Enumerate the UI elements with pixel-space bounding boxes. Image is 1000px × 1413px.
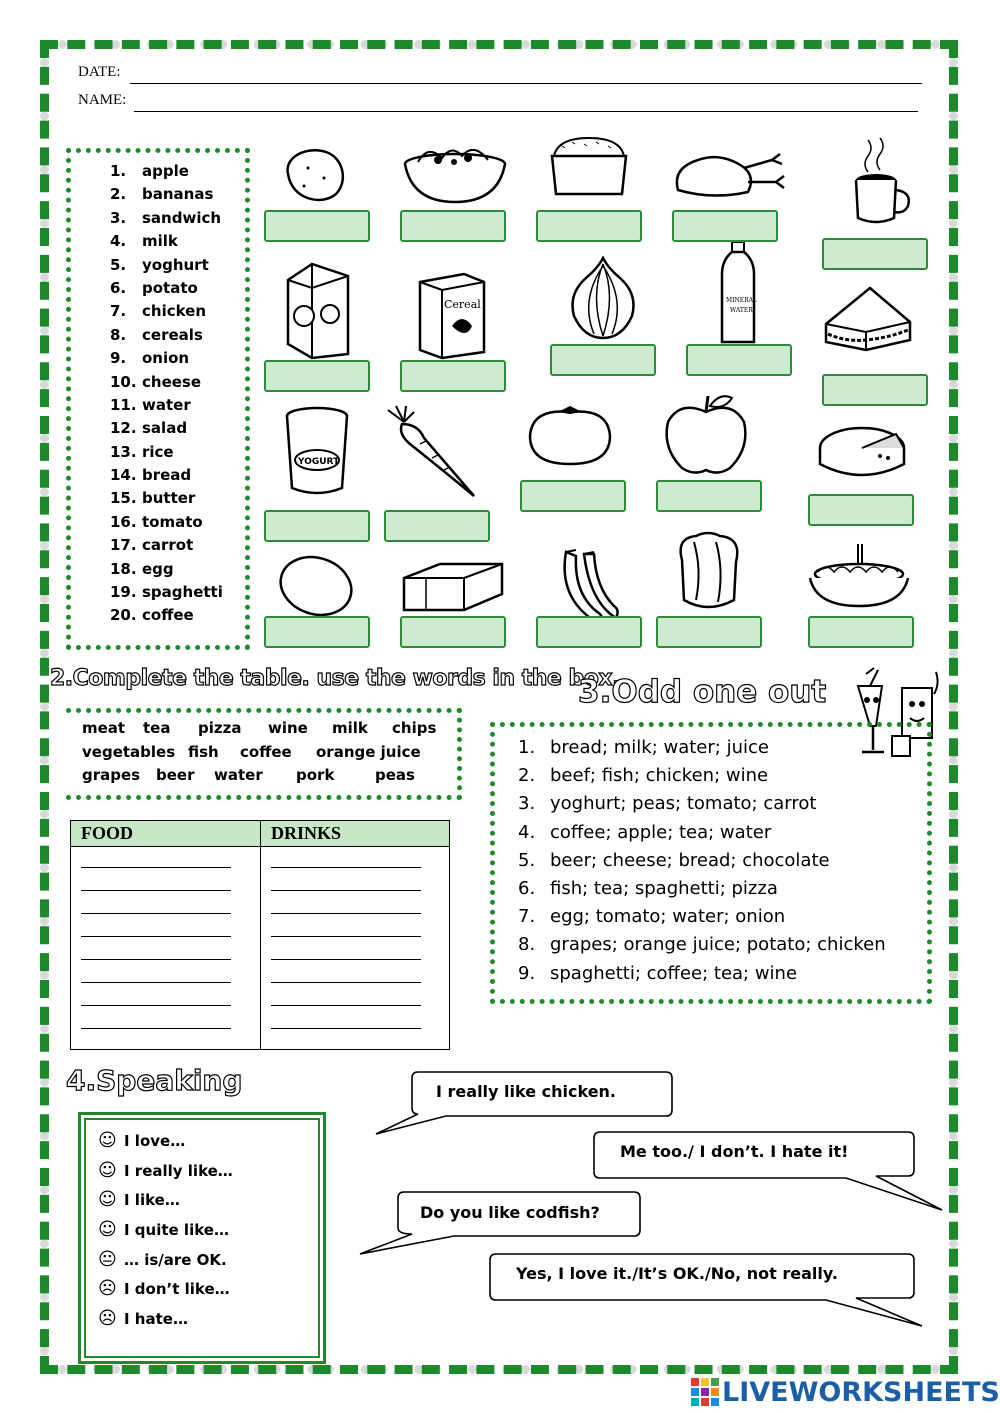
list-item: 8. grapes; orange juice; potato; chicken: [518, 934, 886, 956]
speech-bubbles: [356, 1066, 950, 1328]
list-item: 17. carrot: [110, 536, 194, 555]
phrase-item: ☺ I like…: [98, 1189, 180, 1210]
list-item: 9. spaghetti; coffee; tea; wine: [518, 962, 798, 984]
sad-face-icon: ☹: [98, 1308, 117, 1329]
neutral-face-icon: 😐: [98, 1249, 117, 1270]
date-field: [78, 64, 922, 86]
answer-line[interactable]: [271, 1028, 421, 1029]
answer-box-bananas[interactable]: [536, 616, 642, 648]
answer-line[interactable]: [271, 936, 421, 937]
smiley-icon: ☺: [98, 1130, 117, 1151]
phrase-item: ☹ I don’t like…: [98, 1278, 230, 1299]
phrase-item: 😐 … is/are OK.: [98, 1249, 227, 1270]
answer-box-rice[interactable]: [536, 210, 642, 242]
yogurt-cup-picture: [282, 404, 352, 498]
answer-box-coffee[interactable]: [822, 238, 928, 270]
answer-line[interactable]: [81, 982, 231, 983]
coffee-mug-picture: [850, 136, 914, 226]
speech-bubble-4: Yes, I love it./It’s OK./No, not really.: [516, 1264, 838, 1283]
word-item: peas: [375, 766, 415, 784]
food-drinks-table: [70, 820, 450, 1050]
answer-line[interactable]: [81, 890, 231, 891]
sandwich-picture: [822, 284, 914, 354]
cereal-box-label: Cereal: [444, 298, 481, 311]
cereal-box-picture: [414, 268, 490, 360]
answer-box-egg[interactable]: [264, 616, 370, 648]
water-bottle-label: MINERAL: [726, 297, 757, 304]
sad-face-icon: ☹: [98, 1278, 117, 1299]
list-item: 14. bread: [110, 466, 192, 485]
answer-line[interactable]: [81, 936, 231, 937]
list-item: 1. bread; milk; water; juice: [518, 737, 769, 758]
carrot-picture: [384, 404, 478, 498]
answer-box-sandwich[interactable]: [822, 374, 928, 406]
yogurt-cup-label: YOGURT: [298, 457, 340, 467]
list-item: 1. apple: [110, 162, 189, 180]
list-item: 3. sandwich: [110, 208, 222, 227]
list-item: 11. water: [110, 395, 191, 414]
word-item: vegetables: [82, 743, 176, 761]
onion-picture: [566, 256, 640, 342]
section-4-heading: 4.Speaking: [66, 1064, 243, 1097]
answer-box-cheese[interactable]: [808, 494, 914, 526]
word-item: beer: [156, 766, 195, 784]
answer-box-yoghurt[interactable]: [264, 510, 370, 542]
answer-box-potato[interactable]: [264, 210, 370, 242]
answer-line[interactable]: [81, 1028, 231, 1029]
list-item: 4. milk: [110, 232, 178, 251]
answer-line[interactable]: [271, 867, 421, 868]
answer-box-spaghetti[interactable]: [808, 616, 914, 648]
cheese-picture: [816, 420, 910, 486]
list-item: 18. egg: [110, 559, 174, 578]
list-item: 9. onion: [110, 349, 190, 368]
answer-box-water[interactable]: [686, 344, 792, 376]
answer-box-apple[interactable]: [656, 480, 762, 512]
list-item: 15. butter: [110, 489, 196, 508]
answer-box-butter[interactable]: [400, 616, 506, 648]
list-item: 6. potato: [110, 278, 198, 297]
spaghetti-picture: [806, 542, 912, 612]
answer-box-milk[interactable]: [264, 360, 370, 392]
word-item: chips: [392, 719, 437, 737]
answer-line[interactable]: [81, 913, 231, 914]
list-item: 2. bananas: [110, 185, 214, 204]
word-item: coffee: [240, 743, 292, 761]
tomato-picture: [528, 402, 612, 466]
list-item: 3. yoghurt; peas; tomato; carrot: [518, 793, 817, 815]
name-field: [78, 92, 918, 114]
answer-box-carrot[interactable]: [384, 510, 490, 542]
milk-carton-picture: [282, 258, 354, 360]
list-item: 4. coffee; apple; tea; water: [518, 821, 772, 843]
table-header-drinks: DRINKS: [271, 823, 342, 843]
word-item: pizza: [198, 719, 242, 737]
water-bottle-picture: [718, 240, 758, 346]
apple-picture: [662, 392, 750, 476]
phrase-item: ☺ I quite like…: [98, 1219, 229, 1240]
list-item: 19. spaghetti: [110, 583, 223, 602]
list-item: 7. chicken: [110, 302, 207, 321]
answer-line[interactable]: [271, 1005, 421, 1006]
list-item: 10. cheese: [110, 372, 202, 391]
answer-line[interactable]: [81, 1005, 231, 1006]
answer-box-onion[interactable]: [550, 344, 656, 376]
brand-logo: [690, 1372, 1000, 1412]
word-item: milk: [332, 719, 368, 737]
list-item: 8. cereals: [110, 325, 203, 344]
svg-text:WATER: WATER: [730, 307, 753, 314]
answer-line[interactable]: [81, 867, 231, 868]
name-label: NAME:: [78, 92, 127, 108]
phrase-item: ☺ I really like…: [98, 1160, 233, 1181]
speech-bubble-1: I really like chicken.: [436, 1082, 617, 1101]
table-header-food: FOOD: [81, 823, 133, 843]
list-item: 12. salad: [110, 419, 188, 438]
word-item: grapes: [82, 766, 141, 784]
list-item: 2. beef; fish; chicken; wine: [518, 765, 769, 787]
date-label: DATE:: [78, 64, 121, 80]
answer-box-cereals[interactable]: [400, 360, 506, 392]
section-2-heading: 2.Complete the table. use the words in the box.: [50, 666, 620, 691]
answer-line[interactable]: [271, 890, 421, 891]
smiley-icon: ☺: [98, 1160, 117, 1181]
word-item: pork: [296, 766, 335, 784]
answer-line[interactable]: [81, 959, 231, 960]
rice-bowl-picture: [548, 134, 630, 200]
bread-picture: [672, 530, 744, 614]
brand-name: LIVEWORKSHEETS: [722, 1376, 1000, 1408]
word-item: water: [214, 766, 263, 784]
word-item: tea: [143, 719, 171, 737]
answer-box-chicken[interactable]: [672, 210, 778, 242]
section-3-heading: 3.Odd one out: [578, 674, 827, 710]
smiley-icon: ☺: [98, 1219, 117, 1240]
list-item: 5. yoghurt: [110, 255, 209, 274]
speech-bubble-2: Me too./ I don’t. I hate it!: [620, 1142, 849, 1161]
smiley-icon: ☺: [98, 1189, 117, 1210]
potato-picture: [278, 144, 350, 206]
liveworksheets-logo-icon: [690, 1377, 720, 1407]
butter-picture: [400, 558, 506, 616]
answer-line[interactable]: [271, 982, 421, 983]
odd-one-out-list: [518, 734, 886, 988]
egg-picture: [276, 554, 356, 618]
list-item: 16. tomato: [110, 512, 203, 531]
table-divider: [260, 821, 261, 1049]
phrase-item: ☺ I love…: [98, 1130, 186, 1151]
phrase-item: ☹ I hate…: [98, 1308, 188, 1329]
list-item: 5. beer; cheese; bread; chocolate: [518, 849, 830, 871]
chicken-picture: [672, 148, 792, 200]
bananas-picture: [556, 548, 622, 626]
salad-bowl-picture: [402, 140, 508, 206]
list-item: 20. coffee: [110, 606, 194, 625]
answer-box-bread[interactable]: [656, 616, 762, 648]
word-item: wine: [268, 719, 308, 737]
list-item: 6. fish; tea; spaghetti; pizza: [518, 877, 778, 899]
answer-box-tomato[interactable]: [520, 480, 626, 512]
answer-line[interactable]: [271, 959, 421, 960]
word-item: fish: [188, 743, 219, 761]
answer-line[interactable]: [271, 913, 421, 914]
answer-box-salad[interactable]: [400, 210, 506, 242]
word-item: meat: [82, 719, 126, 737]
list-item: 7. egg; tomato; water; onion: [518, 906, 786, 928]
word-item: orange juice: [316, 743, 421, 761]
speech-bubble-3: Do you like codfish?: [420, 1203, 600, 1222]
list-item: 13. rice: [110, 442, 174, 461]
vocabulary-list: [110, 160, 223, 628]
